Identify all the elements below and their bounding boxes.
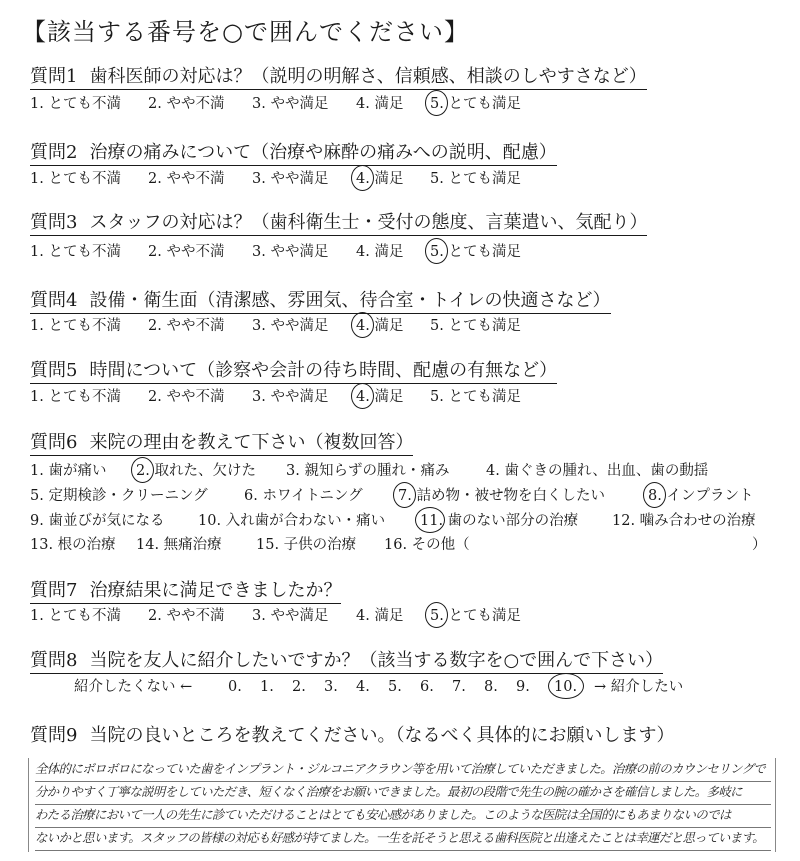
q4-option-3[interactable]: 3. やや満足: [252, 318, 329, 334]
q4-option-1[interactable]: 1. とても不満: [30, 318, 121, 334]
q7-option-3[interactable]: 3. やや満足: [252, 608, 329, 624]
q3-option-5-circled[interactable]: 5. とても満足: [430, 244, 521, 260]
question-5-text: 時間について（診察や会計の待ち時間、配慮の有無など）: [89, 360, 558, 381]
question-3-text: スタッフの対応は？（歯科衛生士・受付の態度、言葉遣い、気配り）: [89, 212, 648, 233]
q5-option-1[interactable]: 1. とても不満: [30, 389, 121, 405]
comment-line-3: わたる治療において一人の先生に診ていただけることはとても安心感がありました。このような医院は全国的にもあまりないのでは: [35, 804, 771, 828]
q2-option-4-circled[interactable]: 4. 満足: [356, 171, 404, 187]
q4-option-2[interactable]: 2. やや不満: [148, 318, 225, 334]
q6-option-1[interactable]: 1. 歯が痛い: [30, 463, 107, 479]
question-8-number: 質問8: [30, 650, 78, 671]
q6-option-7-circled[interactable]: 7. 詰め物・被せ物を白くしたい: [398, 488, 605, 504]
q6-option-15[interactable]: 15. 子供の治療: [256, 537, 357, 553]
q6-option-5[interactable]: 5. 定期検診・クリーニング: [30, 488, 208, 504]
q8-value-1[interactable]: 1.: [260, 679, 274, 695]
q1-option-5-circled[interactable]: 5. とても満足: [430, 96, 521, 112]
q8-scale: [74, 677, 774, 699]
question-6-text: 来院の理由を教えて下さい（複数回答）: [89, 432, 414, 453]
question-4-number: 質問4: [30, 290, 78, 311]
q7-option-5-circled[interactable]: 5. とても満足: [430, 608, 521, 624]
q6-option-4[interactable]: 4. 歯ぐきの腫れ、出血、歯の動揺: [486, 463, 709, 479]
question-3-number: 質問3: [30, 212, 78, 233]
page-title: 【該当する番号を○で囲んでください】: [22, 18, 469, 46]
q1-option-3[interactable]: 3. やや満足: [252, 96, 329, 112]
question-9-title: [30, 725, 674, 748]
question-2-number: 質問2: [30, 142, 78, 163]
q7-option-2[interactable]: 2. やや不満: [148, 608, 225, 624]
question-8-title: [30, 650, 663, 674]
q3-option-1[interactable]: 1. とても不満: [30, 244, 121, 260]
question-1-title: [30, 66, 647, 90]
q5-option-5[interactable]: 5. とても満足: [430, 389, 521, 405]
question-4-title: [30, 290, 611, 314]
q3-option-2[interactable]: 2. やや不満: [148, 244, 225, 260]
q3-option-4[interactable]: 4. 満足: [356, 244, 404, 260]
q8-value-7[interactable]: 7.: [452, 679, 466, 695]
q4-option-5[interactable]: 5. とても満足: [430, 318, 521, 334]
q8-value-3[interactable]: 3.: [324, 679, 338, 695]
q3-option-3[interactable]: 3. やや満足: [252, 244, 329, 260]
q6-option-11-circled[interactable]: 11. 歯のない部分の治療: [420, 513, 579, 529]
q6-option-14[interactable]: 14. 無痛治療: [136, 537, 222, 553]
comment-line-2: 分かりやすく丁寧な説明をしていただき、短くなく治療をお願いできました。最初の段階で先生の腕の確かさを確信しました。多岐に: [35, 781, 771, 805]
q6-option-16[interactable]: 16. その他（: [384, 537, 470, 553]
question-2-text: 治療の痛みについて（治療や麻酔の痛みへの説明、配慮）: [89, 142, 557, 163]
q6-option-8-circled[interactable]: 8. インプラント: [648, 488, 754, 504]
q6-option-9[interactable]: 9. 歯並びが気になる: [30, 513, 165, 529]
comment-line-4: ないかと思います。スタッフの皆様の対応も好感が持てました。一生を託そうと思える歯科医院と出逢えたことは幸運だと思っています。: [35, 827, 771, 851]
q1-option-4[interactable]: 4. 満足: [356, 96, 404, 112]
question-8-text: 当院を友人に紹介したいですか？（該当する数字を○で囲んで下さい）: [89, 650, 664, 671]
q6-option-13[interactable]: 13. 根の治療: [30, 537, 116, 553]
q5-option-3[interactable]: 3. やや満足: [252, 389, 329, 405]
q1-option-1[interactable]: 1. とても不満: [30, 96, 121, 112]
q7-option-4[interactable]: 4. 満足: [356, 608, 404, 624]
q8-value-10-circled[interactable]: 10.: [554, 679, 578, 695]
q8-right-label: → 紹介したい: [594, 679, 684, 695]
q8-value-4[interactable]: 4.: [356, 679, 370, 695]
q7-option-1[interactable]: 1. とても不満: [30, 608, 121, 624]
q5-option-2[interactable]: 2. やや不満: [148, 389, 225, 405]
q5-option-4-circled[interactable]: 4. 満足: [356, 389, 404, 405]
q2-option-3[interactable]: 3. やや満足: [252, 171, 329, 187]
q8-value-6[interactable]: 6.: [420, 679, 434, 695]
comment-line-1: 全体的にボロボロになっていた歯をインプラント・ジルコニアクラウン等を用いて治療していただきました。治療の前のカウンセリングで: [35, 758, 771, 782]
question-6-title: [30, 432, 413, 456]
q2-option-1[interactable]: 1. とても不満: [30, 171, 121, 187]
q8-value-5[interactable]: 5.: [388, 679, 402, 695]
question-1-text: 歯科医師の対応は？（説明の明解さ、信頼感、相談のしやすさなど）: [89, 66, 647, 87]
q2-option-2[interactable]: 2. やや不満: [148, 171, 225, 187]
q8-value-8[interactable]: 8.: [484, 679, 498, 695]
q4-option-4-circled[interactable]: 4. 満足: [356, 318, 404, 334]
question-6-number: 質問6: [30, 432, 78, 453]
q9-comment-box[interactable]: [28, 758, 776, 852]
q6-option-16-close-paren: ）: [752, 537, 767, 553]
question-9-text: 当院の良いところを教えてください。（なるべく具体的にお願いします）: [89, 725, 675, 746]
question-2-title: [30, 142, 557, 166]
question-4-text: 設備・衛生面（清潔感、雰囲気、待合室・トイレの快適さなど）: [89, 290, 611, 311]
q1-option-2[interactable]: 2. やや不満: [148, 96, 225, 112]
question-7-title: [30, 580, 341, 604]
q6-option-3[interactable]: 3. 親知らずの腫れ・痛み: [286, 463, 450, 479]
question-3-title: [30, 212, 647, 236]
question-7-text: 治療結果に満足できましたか？: [89, 580, 342, 601]
question-5-title: [30, 360, 557, 384]
q8-value-2[interactable]: 2.: [292, 679, 306, 695]
q2-option-5[interactable]: 5. とても満足: [430, 171, 521, 187]
question-5-number: 質問5: [30, 360, 78, 381]
question-1-number: 質問1: [30, 66, 78, 87]
question-9-number: 質問9: [30, 725, 78, 746]
q8-left-label: 紹介したくない ←: [74, 679, 193, 695]
q8-value-9[interactable]: 9.: [516, 679, 530, 695]
q6-option-12[interactable]: 12. 噛み合わせの治療: [612, 513, 756, 529]
q6-option-10[interactable]: 10. 入れ歯が合わない・痛い: [198, 513, 386, 529]
q6-option-6[interactable]: 6. ホワイトニング: [244, 488, 363, 504]
question-7-number: 質問7: [30, 580, 78, 601]
q8-value-0[interactable]: 0.: [228, 679, 242, 695]
q6-option-2-circled[interactable]: 2. 取れた、欠けた: [136, 463, 256, 479]
